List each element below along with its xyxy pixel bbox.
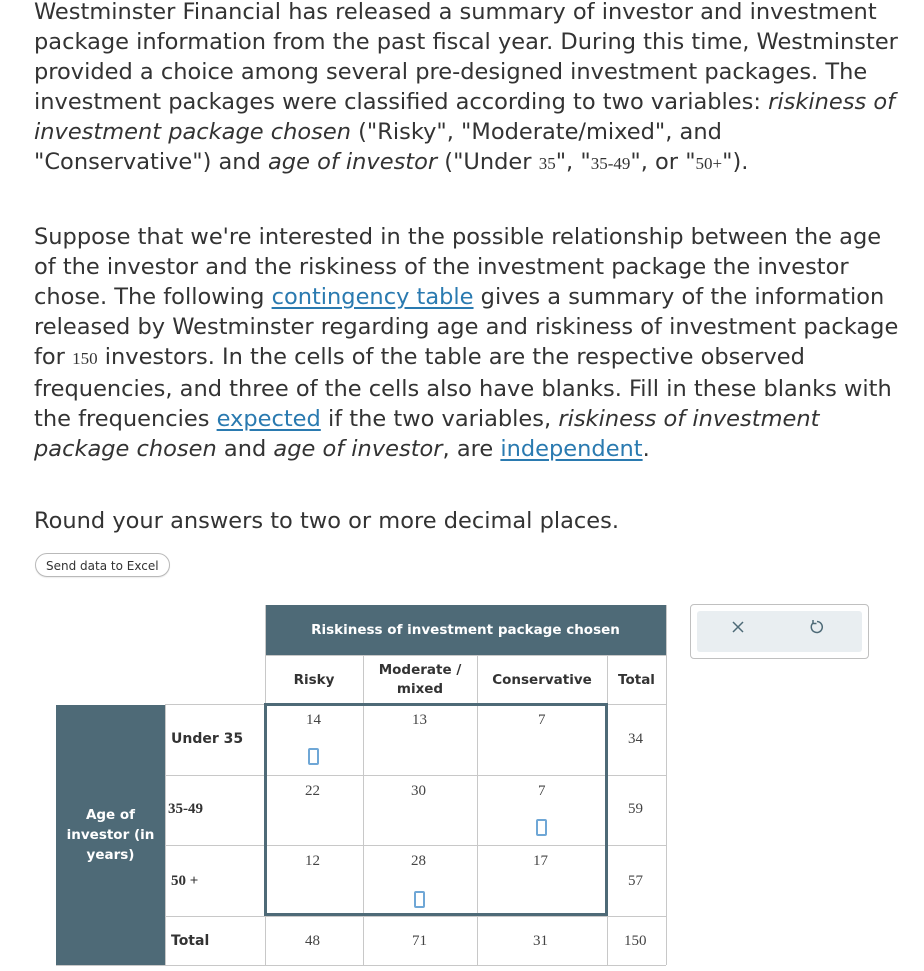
total-50plus: 57 [628,873,643,889]
observed-cells-frame [264,703,608,916]
cell-50plus-risky: 12 [305,853,320,869]
col-header-risky: Risky [293,672,335,688]
column-total-risky: 48 [305,933,320,949]
row-group-header: Age of investor (in years) [56,705,165,965]
cell-50plus-conservative: 17 [533,853,548,869]
column-total-conservative: 31 [533,933,548,949]
contingency-table-link[interactable]: contingency table [271,284,474,310]
independent-link[interactable]: independent [500,436,643,462]
col-header-conservative: Conservative [492,672,592,688]
send-to-excel-button[interactable]: Send data to Excel [35,553,170,577]
intro-paragraph-2: Suppose that we're interested in the possible relationship between the age of the investor and the riskiness of the investment package the investor chose. The following contingency table gives a summary of the information released by Westminster regarding age and riskiness of investment package for 150 investors. In the cells of the table are the respective observed frequencies, and three of the cells also have blanks. Fill in these blanks with the frequencies expected if the two variables, riskiness of investment package chosen and age of investor, are independent. [34,224,899,462]
expected-link[interactable]: expected [216,406,321,432]
cell-under35-conservative: 7 [538,712,546,728]
total-3549: 59 [628,801,643,817]
expected-blank-3549-conservative[interactable] [536,819,547,836]
row-label-total: Total [171,933,210,949]
row-label-50-plus: 50 + [171,873,199,889]
intro-paragraph-1: Westminster Financial has released a summary of investor and investment package information from the past fiscal year. During this time, Westminster provided a choice among several pre-designed investment packages. The investment packages were classified according to two variables: riskiness of investment package chosen ("Risky", "Moderate/mixed", and "Conservative") and age of investor ("Under 35", "35-49", or "50+"). [34,0,898,175]
cell-under35-moderate: 13 [412,712,427,728]
cell-3549-risky: 22 [305,783,320,799]
undo-icon[interactable] [807,617,827,637]
row-label-under-35: Under 35 [171,731,244,747]
column-total-moderate: 71 [412,933,427,949]
total-under35: 34 [628,731,643,747]
col-header-moderate: Moderate / mixed [378,662,462,697]
col-header-total: Total [618,672,655,688]
column-group-header: Riskiness of investment package chosen [265,605,666,655]
row-label-35-49: 35-49 [168,801,203,817]
close-icon[interactable] [728,617,748,637]
cell-under35-risky: 14 [306,712,321,728]
answer-actions-panel [690,604,869,659]
cell-3549-moderate: 30 [411,783,426,799]
expected-blank-under35-risky[interactable] [308,748,319,765]
cell-3549-conservative: 7 [538,783,546,799]
expected-blank-50plus-moderate[interactable] [414,891,425,908]
rounding-instruction: Round your answers to two or more decimal places. [34,508,619,534]
grand-total: 150 [624,933,647,949]
cell-50plus-moderate: 28 [411,853,426,869]
